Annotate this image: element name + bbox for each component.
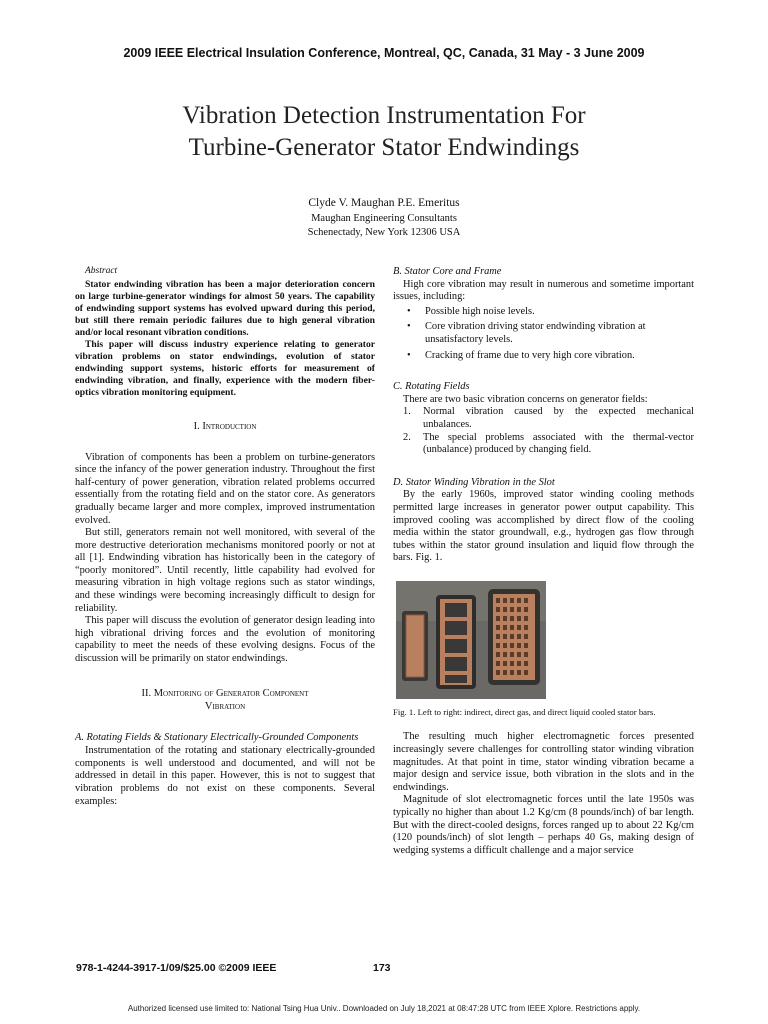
figure-caption: Fig. 1. Left to right: indirect, direct gas, and direct liquid cooled stator bars. (393, 706, 656, 717)
copyright-footer: 978-1-4244-3917-1/09/$25.00 ©2009 IEEE (76, 962, 277, 974)
subsection-b-bullet-list (407, 306, 694, 362)
slot-paragraph-1: The resulting much higher electromagnetic forces presented increasingly severe challenges for controlling stator winding vibration magnitudes. At that point in time, stator winding vibration became a major design and service issue, both vibration in the slots and in the endwindings. (393, 731, 694, 793)
subsection-heading-c: C. Rotating Fields (393, 381, 470, 393)
subsection-a-paragraph: Instrumentation of the rotating and stationary electrically-grounded components is well understood and documented, and will not be addressed in detail in this paper. However, this is not to suggest that vibration problems do not exist on these components. Several examples: (75, 745, 375, 807)
conference-header: 2009 IEEE Electrical Insulation Conference, Montreal, QC, Canada, 31 May - 3 June 2009 (123, 46, 645, 60)
author-address: Schenectady, New York 12306 USA (307, 227, 461, 238)
author-affiliation: Maughan Engineering Consultants (311, 213, 457, 224)
list-item: 1. Normal vibration caused by the expected mechanical unbalances. (403, 406, 694, 430)
abstract-paragraph-2: This paper will discuss industry experience relating to generator vibration problems on stator endwindings, evolution of stator endwinding support systems, historic efforts for measurement of endwinding vibration, and finally, experience with the modern fiber-optics vibration monitoring equipment. (75, 339, 375, 399)
subsection-heading-b: B. Stator Core and Frame (393, 266, 502, 277)
intro-paragraph-2: But still, generators remain not well monitored, with several of the more destructive deterioration mechanisms monitored poorly or not at all [1]. Endwinding vibration has historically been in the category of “poorly monitored”. Until recently, little capability had evolved for measuring vibration in high voltage regions such as stator windings, and these windings were becoming increasingly difficult to design for reliability. (75, 527, 375, 614)
list-item: 2. The special problems associated with the thermal-vector (unbalance) produced by changing field. (403, 431, 694, 456)
list-item: • Cracking of frame due to very high core vibration. (407, 349, 635, 361)
bullet-icon: • (407, 305, 411, 317)
title-line-2: Turbine-Generator Stator Endwindings (188, 134, 580, 161)
right-column (393, 266, 694, 857)
page-number: 173 (373, 962, 391, 974)
section-heading-monitoring (75, 687, 375, 713)
license-notice: Authorized licensed use limited to: National Tsing Hua Univ.. Downloaded on July 18,2021 at 08:47:28 UTC from IEEE Xplore. Restrictions apply. (127, 1004, 641, 1013)
left-column (75, 265, 375, 808)
stator-bars-image (396, 581, 546, 699)
subsection-d-paragraph: By the early 1960s, improved stator winding cooling methods permitted large increases in generator power output capability. This improved cooling was accomplished by direct flow of the cooling media within the stator groundwall, e.g., hydrogen gas flow through tubes within the stator ground insulation and liquid flow through the bars. Fig. 1. (393, 489, 694, 564)
section-heading-introduction: I. Introduction (193, 420, 257, 432)
section-heading-monitoring-line-2: Vibration (204, 700, 246, 712)
abstract-paragraph-1: Stator endwinding vibration has been a major deterioration concern on large turbine-generator windings for almost 50 years. The capability of endwinding support systems has evolved upward during this period, but still there remain periodic failures due to high general vibration and/or local resonant vibration conditions. (75, 278, 375, 338)
slot-paragraph-2: Magnitude of slot electromagnetic forces until the late 1950s was typically no higher than about 1.2 Kg/cm (8 pounds/inch) of bar length. But with the direct-cooled designs, forces ranged up to about 22 Kg/cm (120 pounds/inch) of slot length – perhaps 40 Gs, making design of wedging systems a difficult challenge and a major service (393, 794, 694, 856)
abstract-label: Abstract (85, 266, 118, 276)
list-item: • Possible high noise levels. (407, 305, 535, 317)
subsection-b-paragraph: High core vibration may result in numerous and sometime important issues, including: (393, 278, 694, 303)
list-item: • Core vibration driving stator endwinding vibration at unsatisfactory levels. (407, 321, 646, 345)
author-name: Clyde V. Maughan P.E. Emeritus (308, 197, 460, 209)
subsection-heading-d: D. Stator Winding Vibration in the Slot (393, 476, 555, 488)
bullet-icon: • (407, 321, 411, 333)
stator-bars-photo (396, 581, 546, 699)
title-line-1: Vibration Detection Instrumentation For (182, 102, 586, 129)
author-block (0, 196, 768, 240)
intro-paragraph-3: This paper will discuss the evolution of generator design leading into high vibrational driving forces and the evolution of monitoring capability to meet the needs of these evolving designs. Focus of the discussion will be primarily on stator endwindings. (75, 615, 375, 665)
section-heading-monitoring-line-1: II. Monitoring of Generator Component (141, 687, 309, 699)
intro-paragraph-1: Vibration of components has been a problem on turbine-generators since the infancy of the power generation industry. Throughout the first half-century of power generation, vibration related problems occurred essentially from the rotating field and on the stator core. As generators gradually became larger and more complex, improved instrumentation evolved. (75, 451, 375, 526)
subsection-c-paragraph: There are two basic vibration concerns on generator fields: (403, 393, 648, 405)
subsection-heading-a: A. Rotating Fields & Stationary Electrically-Grounded Components (75, 731, 359, 743)
paper-title (60, 100, 708, 164)
subsection-c-numbered-list (403, 406, 694, 456)
bullet-icon: • (407, 349, 411, 361)
